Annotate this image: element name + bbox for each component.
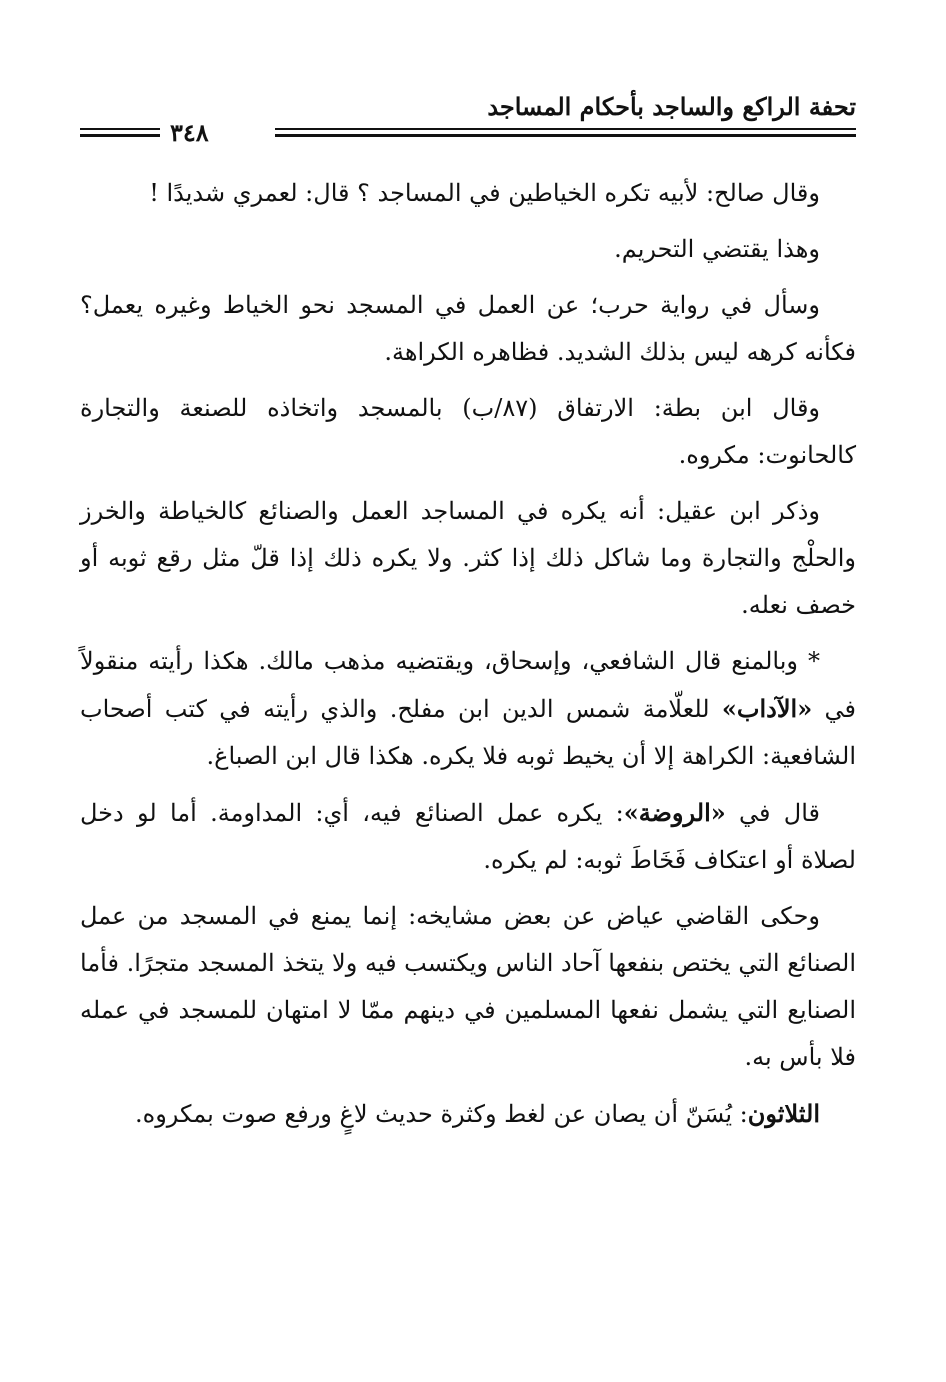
paragraph xyxy=(80,789,856,884)
page-body xyxy=(80,170,856,1147)
paragraph-text: : يُسَنّ أن يصان عن لغط وكثرة حديث لاغٍ ورفع صوت بمكروه. xyxy=(135,1100,748,1128)
paragraph-text: : يكره عمل الصنائع فيه، أي: المداومة. أما لو دخل لصلاة أو اعتكاف فَخَاطَ ثوبه: لم يكره. xyxy=(80,799,856,874)
header-rule-right xyxy=(275,128,856,138)
paragraph: وقال ابن بطة: الارتفاق (٨٧/ب) بالمسجد واتخاذه للصنعة والتجارة كالحانوت: مكروه. xyxy=(80,394,856,469)
paragraph xyxy=(80,638,856,780)
section-label: الثلاثون xyxy=(747,1099,820,1128)
paragraph: وسأل في رواية حرب؛ عن العمل في المسجد نحو الخياط وغيره يعمل؟ فكأنه كرهه ليس بذلك الشديد. فظاهره الكراهة. xyxy=(80,291,856,366)
running-header xyxy=(80,92,856,152)
book-reference: «الروضة» xyxy=(623,798,726,827)
paragraph-text: قال في xyxy=(725,799,821,827)
paragraph-text: للعلّامة شمس الدين ابن مفلح. والذي رأيته في كتب أصحاب الشافعية: الكراهة إلا أن يخيط ثوبه فلا يكره. هكذا قال ابن الصباغ. xyxy=(80,695,856,770)
paragraph: وهذا يقتضي التحريم. xyxy=(614,235,820,263)
paragraph: وذكر ابن عقيل: أنه يكره في المساجد العمل والصنائع كالخياطة والخرز والحلْج والتجارة وما شاكل ذلك إذا كثر. ولا يكره ذلك إذا قلّ مثل رقع ثوبه أو خصف نعله. xyxy=(80,497,857,619)
book-title: تحفة الراكع والساجد بأحكام المساجد xyxy=(487,92,856,121)
paragraph: وحكى القاضي عياض عن بعض مشايخه: إنما يمنع في المسجد من عمل الصنائع التي يختص بنفعها آحاد الناس ويكتسب فيه ولا يتخذ المسجد متجرًا. فأما الصنايع التي يشمل نفعها المسلمين في دينهم ممّا لا امتهان للمسجد في عمله فلا بأس به. xyxy=(80,902,856,1071)
page-number: ٣٤٨ xyxy=(170,118,209,147)
book-reference: «الآداب» xyxy=(721,694,813,723)
header-rule-left xyxy=(80,128,160,138)
paragraph: وقال صالح: لأبيه تكره الخياطين في المساجد ؟ قال: لعمري شديدًا ! xyxy=(149,179,820,207)
paragraph-text: * وبالمنع قال الشافعي، وإسحاق، ويقتضيه مذهب مالك. هكذا رأيته منقولاً في xyxy=(80,647,856,723)
paragraph xyxy=(80,1090,856,1138)
